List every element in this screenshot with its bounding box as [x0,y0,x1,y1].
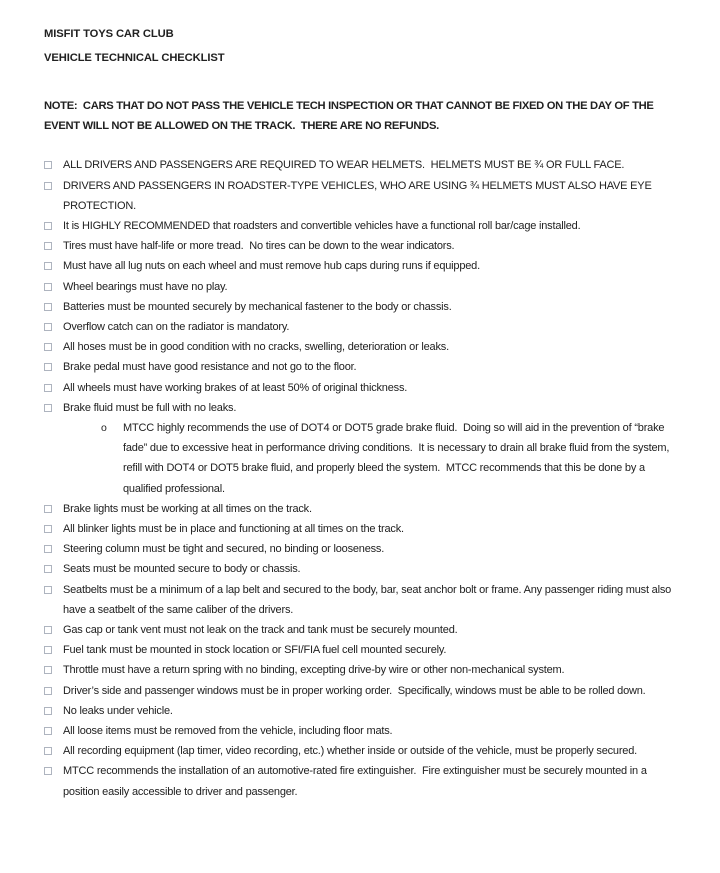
checklist-item-text: Wheel bearings must have no play. [63,280,228,293]
club-title: MISFIT TOYS CAR CLUB [44,28,174,40]
checklist-item [44,761,680,801]
checkbox-icon [44,404,52,412]
checklist-item-body [63,176,685,216]
checklist-item [44,721,680,741]
document-header [44,27,680,65]
checklist-item [44,256,680,276]
checkbox-icon [44,384,52,392]
checkbox-icon [44,363,52,371]
checkbox-icon [44,222,52,230]
checkbox-icon [44,303,52,311]
checkbox-icon [44,707,52,715]
checklist-item [44,701,680,721]
checklist-item-body [63,317,685,337]
checklist-subitems [101,418,685,499]
checklist-item-body [63,357,685,377]
checklist-item-body [63,559,685,579]
checklist-item-text: No leaks under vehicle. [63,704,173,717]
checklist-item-body [63,216,685,236]
checklist-item-text: Brake lights must be working at all times on the track. [63,502,312,515]
checkbox-icon [44,283,52,291]
circle-bullet-icon: o [101,421,107,434]
checklist-item-text: MTCC recommends the installation of an automotive-rated fire extinguisher. Fire extinguisher must be securely mounted in a position easily accessible to driver and passenger. [63,765,650,798]
checkbox-icon [44,767,52,775]
checklist-item [44,236,680,256]
checklist-item-body [63,640,685,660]
checklist-item-text: Batteries must be mounted securely by mechanical fastener to the body or chassis. [63,300,452,313]
checklist-item-body [63,681,685,701]
checklist-item-text: Steering column must be tight and secured, no binding or looseness. [63,543,385,556]
checklist-item [44,660,680,680]
checklist-item [44,176,680,216]
checklist-item-body [63,539,685,559]
checklist-item-body [63,741,685,761]
checklist-item-text: Seats must be mounted secure to body or chassis. [63,563,301,576]
checklist-item-body [63,499,685,519]
checklist-item-body [63,277,685,297]
checklist-item [44,277,680,297]
checklist-item [44,499,680,519]
checklist-item-text: Tires must have half-life or more tread. No tires can be down to the wear indicators. [63,240,455,253]
checklist-item [44,741,680,761]
checklist-item-text: All wheels must have working brakes of at least 50% of original thickness. [63,381,408,394]
checklist [44,155,680,802]
checklist-item-body [63,519,685,539]
checklist-item-text: All blinker lights must be in place and functioning at all times on the track. [63,522,404,535]
checkbox-icon [44,747,52,755]
checkbox-icon [44,646,52,654]
document-title: VEHICLE TECHNICAL CHECKLIST [44,51,225,64]
checklist-item-text: ALL DRIVERS AND PASSENGERS ARE REQUIRED TO WEAR HELMETS. HELMETS MUST BE ¾ OR FULL FACE. [63,159,625,172]
checkbox-icon [44,242,52,250]
checklist-item-text: All recording equipment (lap timer, video recording, etc.) whether inside or outside of the vehicle, must be properly secured. [63,745,637,758]
checkbox-icon [44,323,52,331]
checklist-item [44,378,680,398]
checkbox-icon [44,727,52,735]
checklist-item [44,681,680,701]
checklist-item-body [63,155,685,175]
checkbox-icon [44,545,52,553]
checklist-item-text: All loose items must be removed from the vehicle, including floor mats. [63,725,393,737]
checkbox-icon [44,586,52,594]
checklist-item-body [63,721,685,741]
checkbox-icon [44,505,52,513]
checklist-item [44,357,680,377]
checklist-item [44,539,680,559]
checklist-item-body [63,236,685,256]
checklist-item-body [63,660,685,680]
checkbox-icon [44,666,52,674]
checklist-item [44,398,680,499]
checklist-item [44,216,680,236]
checklist-item-text: Brake pedal must have good resistance and not go to the floor. [63,361,357,374]
checklist-item [44,580,680,620]
checklist-subitem [101,418,685,499]
checklist-item-body [63,337,685,357]
checklist-item-body [63,701,685,721]
checklist-item-body [63,378,685,398]
checklist-item-body [63,620,685,640]
checklist-item-text: Overflow catch can on the radiator is mandatory. [63,320,290,333]
checklist-item-body [63,256,685,276]
checklist-item-text: Seatbelts must be a minimum of a lap belt and secured to the body, bar, seat anchor bolt or frame. Any passenger riding must also have a seatbelt of the same caliber of the drivers. [63,583,674,616]
checkbox-icon [44,343,52,351]
checklist-item [44,640,680,660]
checklist-item-text: All hoses must be in good condition with no cracks, swelling, deterioration or leaks. [63,341,449,354]
checkbox-icon [44,161,52,169]
checklist-item-text: Brake fluid must be full with no leaks. [63,401,237,414]
checkbox-icon [44,565,52,573]
checklist-item [44,620,680,640]
checklist-item [44,559,680,579]
checklist-item-body [63,580,685,620]
checklist-subitem-text: MTCC highly recommends the use of DOT4 or DOT5 grade brake fluid. Doing so will aid in the prevention of “brake fade” due to excessive heat in performance driving conditions. It is necessary to drain all brake fluid from the system, refill with DOT4 or DOT5 brake fluid, and properly bleed the system. MTCC recommends that this be done by a qualified professional. [123,421,673,495]
checklist-item [44,519,680,539]
checklist-item [44,155,680,175]
checkbox-icon [44,262,52,270]
checkbox-icon [44,626,52,634]
checklist-item-body [63,761,685,801]
checklist-item-text: It is HIGHLY RECOMMENDED that roadsters and convertible vehicles have a functional roll bar/cage installed. [63,219,581,232]
checkbox-icon [44,687,52,695]
checklist-item [44,317,680,337]
checklist-item-text: Driver’s side and passenger windows must be in proper working order. Specifically, windows must be able to be rolled down. [63,684,646,697]
checklist-item-text: Fuel tank must be mounted in stock location or SFI/FIA fuel cell mounted securely. [63,644,447,657]
checklist-item [44,337,680,357]
checklist-item-text: Gas cap or tank vent must not leak on the track and tank must be securely mounted. [63,623,458,636]
checklist-item-body [63,398,685,499]
checklist-item-body [63,297,685,317]
checklist-item-text: Must have all lug nuts on each wheel and must remove hub caps during runs if equipped. [63,260,480,273]
checkbox-icon [44,525,52,533]
checklist-item [44,297,680,317]
checklist-item-text: DRIVERS AND PASSENGERS IN ROADSTER-TYPE VEHICLES, WHO ARE USING ¾ HELMETS MUST ALSO HAVE EYE PROTECTION. [63,179,655,212]
checklist-item-text: Throttle must have a return spring with no binding, excepting drive-by wire or other non-mechanical system. [63,664,565,677]
note-paragraph: NOTE: CARS THAT DO NOT PASS THE VEHICLE TECH INSPECTION OR THAT CANNOT BE FIXED ON THE DAY OF THE EVENT WILL NOT BE ALLOWED ON THE TRACK. THERE ARE NO REFUNDS. [44,99,657,132]
checkbox-icon [44,182,52,190]
